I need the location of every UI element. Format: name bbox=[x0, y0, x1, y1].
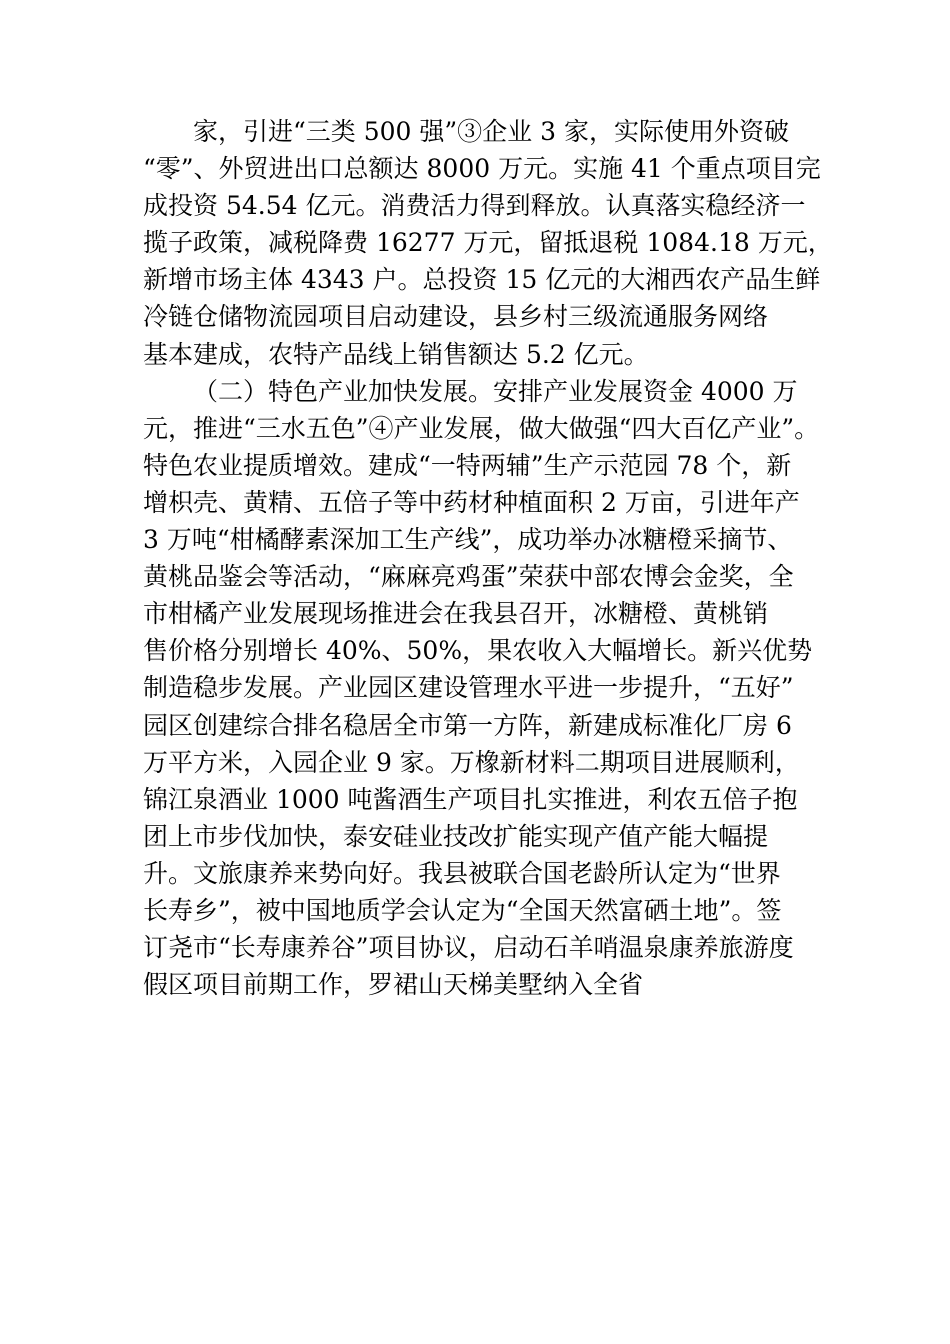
text-line: 增枳壳、黄精、五倍子等中药材种植面积 2 万亩，引进年产 bbox=[143, 487, 800, 517]
text-line: 成投资 54.54 亿元。消费活力得到释放。认真落实稳经济一 bbox=[143, 191, 806, 221]
text-line: “零”、外贸进出口总额达 8000 万元。实施 41 个重点项目完 bbox=[143, 154, 821, 184]
text-line: 长寿乡”，被中国地质学会认定为“全国天然富硒土地”。签 bbox=[143, 895, 782, 925]
body-text bbox=[143, 113, 833, 1003]
text-line: 元，推进“三水五色”④产业发展，做大做强“四大百亿产业”。 bbox=[143, 413, 820, 443]
text-line: 升。文旅康养来势向好。我县被联合国老龄所认定为“世界 bbox=[143, 858, 781, 888]
text-line: 基本建成，农特产品线上销售额达 5.2 亿元。 bbox=[143, 339, 649, 369]
section-heading-line: （二）特色产业加快发展。安排产业发展资金 4000 万 bbox=[193, 376, 798, 406]
text-line: 冷链仓储物流园项目启动建设，县乡村三级流通服务网络 bbox=[143, 302, 769, 332]
text-line: 家，引进“三类 500 强”③企业 3 家，实际使用外资破 bbox=[193, 117, 789, 146]
text-line: 锦江泉酒业 1000 吨酱酒生产项目扎实推进，利农五倍子抱 bbox=[143, 784, 798, 814]
text-line: 揽子政策，减税降费 16277 万元，留抵退税 1084.18 万元， bbox=[143, 228, 833, 258]
text-line: 3 万吨“柑橘酵素深加工生产线”，成功举办冰糖橙采摘节、 bbox=[143, 525, 793, 555]
text-line: 售价格分别增长 40%、50%，果农收入大幅增长。新兴优势 bbox=[143, 636, 813, 666]
text-line: 团上市步伐加快，泰安硅业技改扩能实现产值产能大幅提 bbox=[143, 821, 769, 851]
text-line: 黄桃品鉴会等活动，“麻麻亮鸡蛋”荣获中部农博会金奖，全 bbox=[143, 562, 794, 592]
text-line: 假区项目前期工作，罗裙山天梯美墅纳入全省 bbox=[143, 970, 644, 1000]
text-line: 订尧市“长寿康养谷”项目协议，启动石羊哨温泉康养旅游度 bbox=[143, 933, 794, 963]
text-line: 万平方米，入园企业 9 家。万橡新材料二期项目进展顺利， bbox=[143, 747, 800, 777]
text-line: 园区创建综合排名稳居全市第一方阵，新建成标准化厂房 6 bbox=[143, 710, 792, 740]
text-line: 新增市场主体 4343 户。总投资 15 亿元的大湘西农产品生鲜 bbox=[143, 265, 821, 295]
text-line: 市柑橘产业发展现场推进会在我县召开，冰糖橙、黄桃销 bbox=[143, 599, 769, 629]
text-line: 特色农业提质增效。建成“一特两辅”生产示范园 78 个，新 bbox=[143, 450, 792, 480]
text-line: 制造稳步发展。产业园区建设管理水平进一步提升，“五好” bbox=[143, 673, 794, 703]
